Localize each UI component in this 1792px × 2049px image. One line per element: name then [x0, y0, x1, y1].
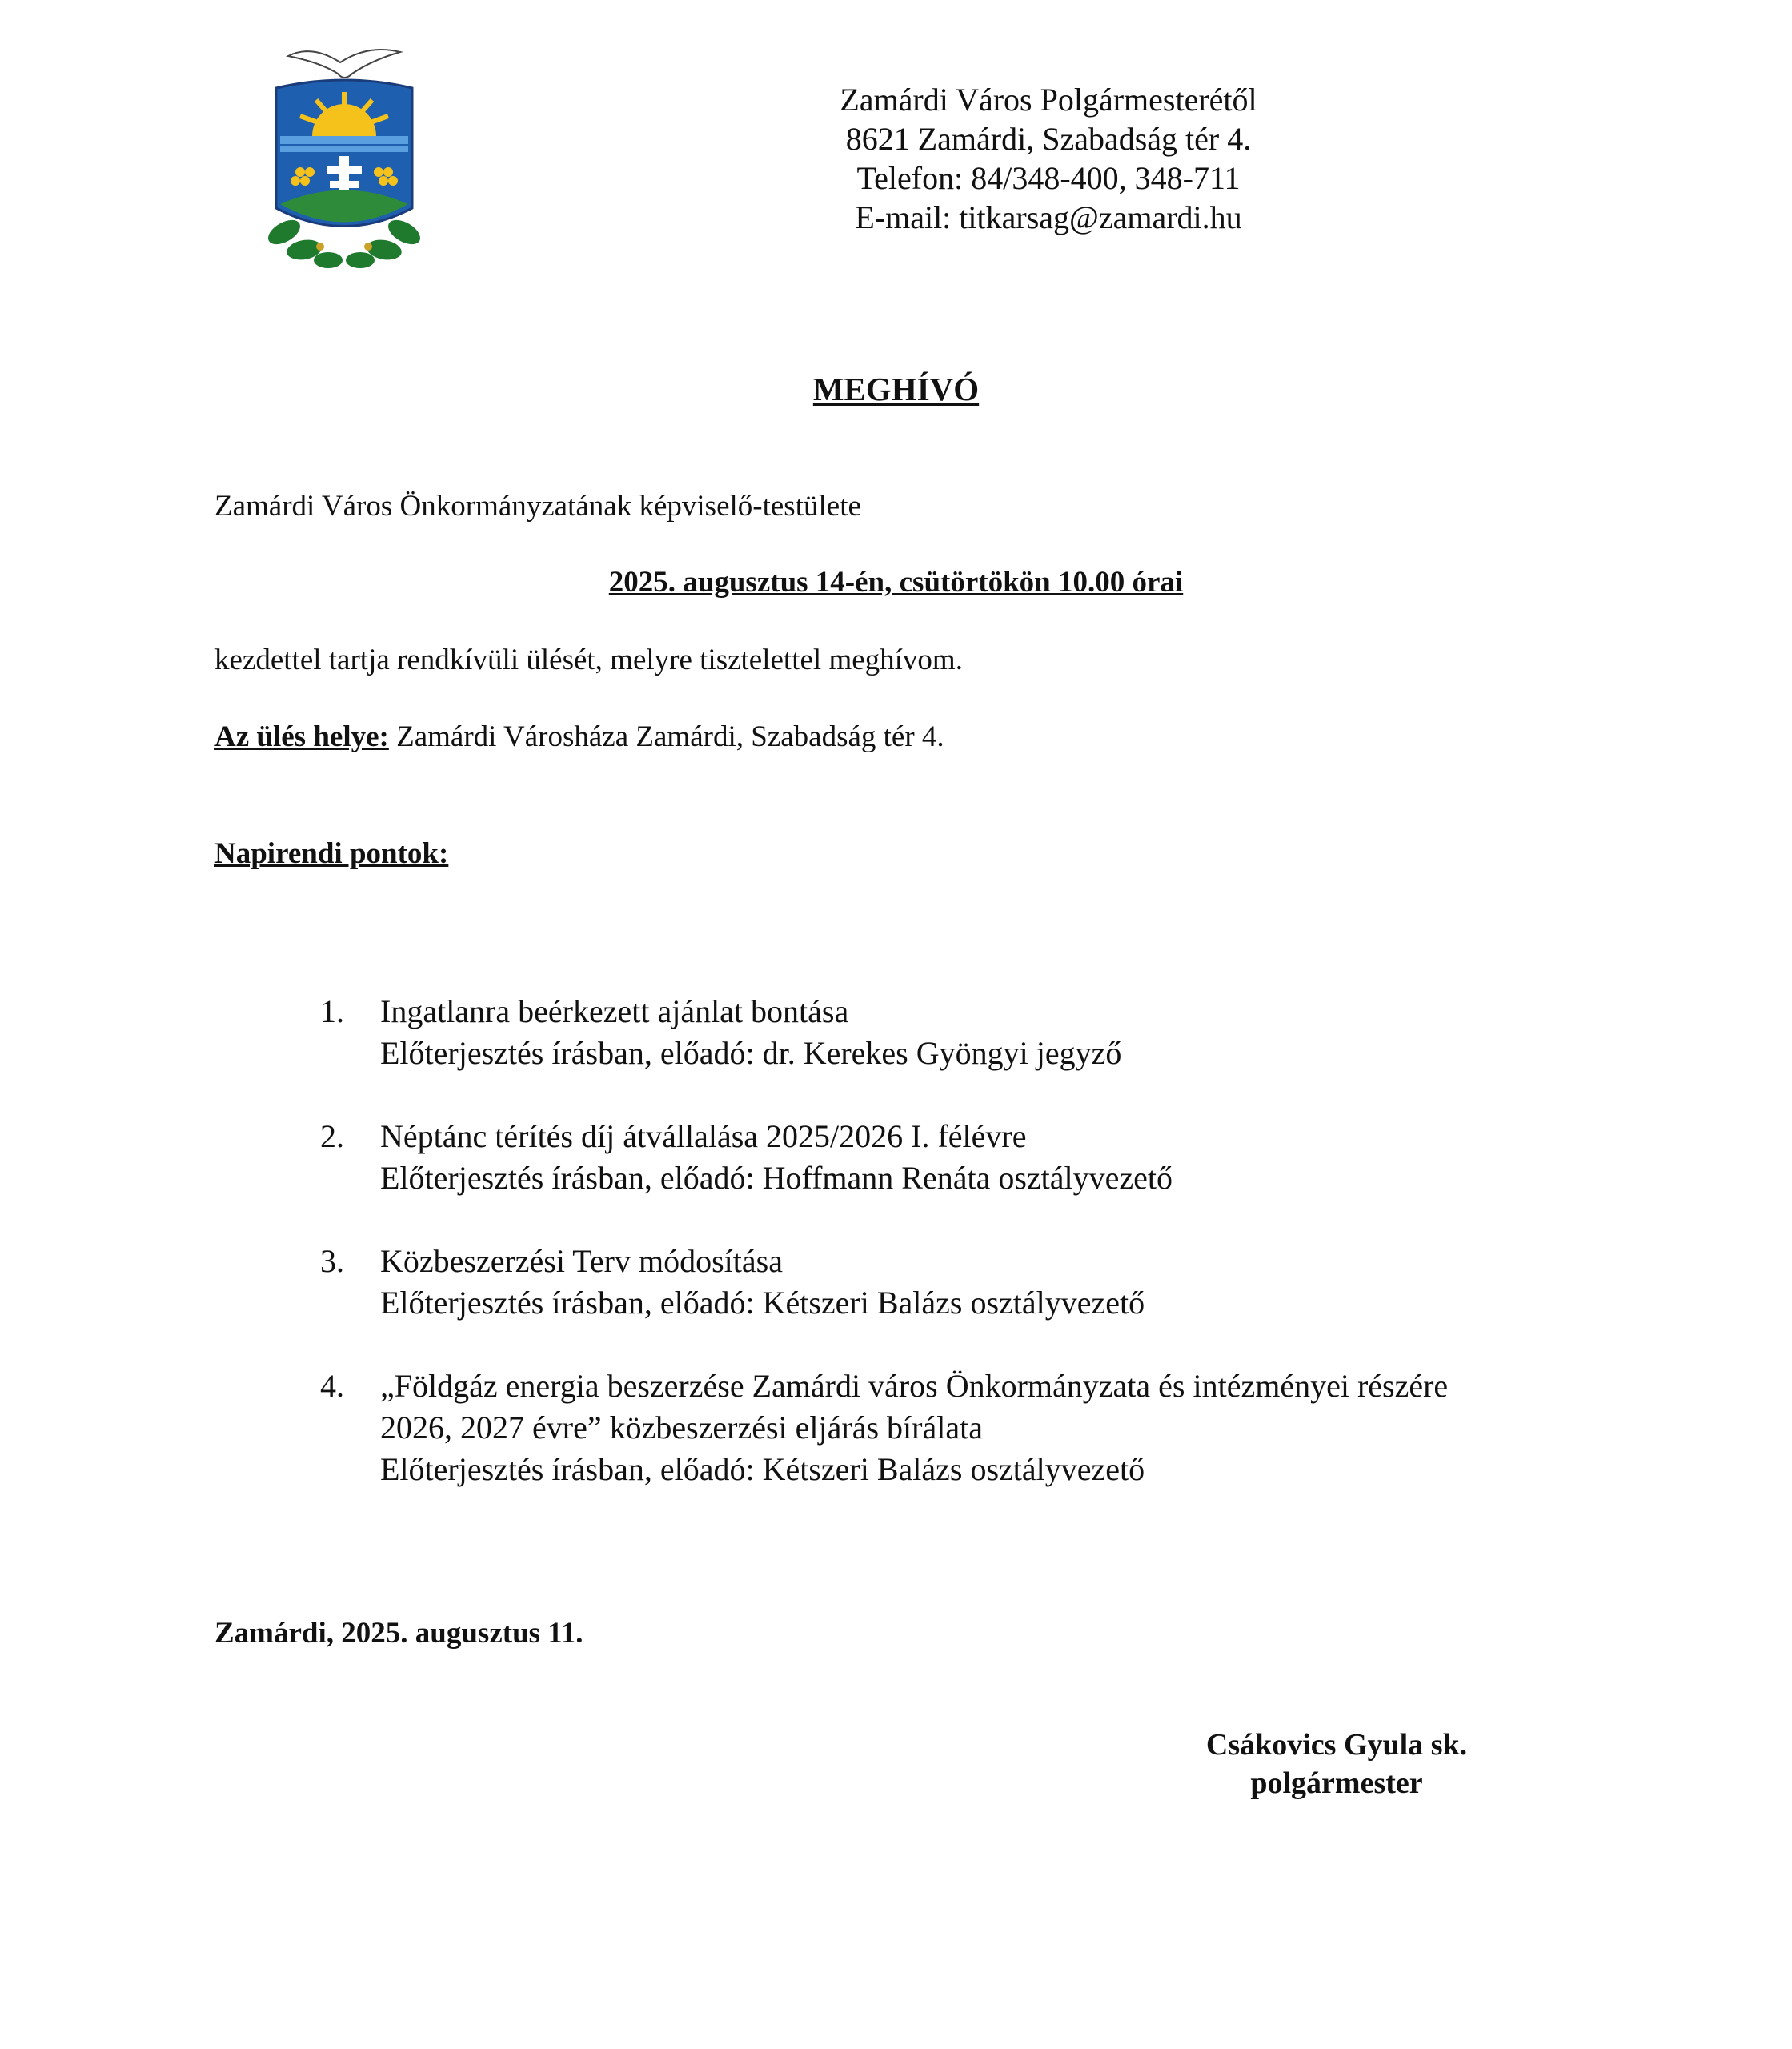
agenda-item: [320, 1241, 1633, 1324]
agenda-item-presenter: Előterjesztés írásban, előadó: dr. Kerekes Gyöngyi jegyző: [380, 1035, 1122, 1071]
agenda-item-title-cont: 2026, 2027 évre” közbeszerzési eljárás bírálata: [380, 1409, 983, 1446]
agenda-item-number: 3.: [320, 1243, 344, 1279]
agenda-item-presenter: Előterjesztés írásban, előadó: Kétszeri Balázs osztályvezető: [380, 1285, 1145, 1321]
place-date: Zamárdi, 2025. augusztus 11.: [214, 1617, 583, 1650]
agenda-item: [320, 1116, 1633, 1199]
intro-text: Zamárdi Város Önkormányzatának képviselő-testülete: [214, 490, 861, 523]
agenda-item-title: Közbeszerzési Terv módosítása: [380, 1243, 783, 1279]
coat-of-arms-logo: [264, 40, 424, 280]
agenda-item-presenter: Előterjesztés írásban, előadó: Hoffmann Renáta osztályvezető: [380, 1160, 1173, 1196]
document-title: MEGHÍVÓ: [812, 371, 980, 407]
signatory-name: Csákovics Gyula sk.: [1205, 1728, 1468, 1762]
agenda-item-title: Ingatlanra beérkezett ajánlat bontása: [380, 993, 849, 1029]
letterhead-phone: Telefon: 84/348-400, 348-711: [856, 160, 1241, 196]
meeting-datetime: 2025. augusztus 14-én, csütörtökön 10.00 órai: [608, 566, 1184, 599]
agenda-item-number: 4.: [320, 1368, 344, 1404]
letterhead-sender: Zamárdi Város Polgármesterétől: [840, 82, 1257, 118]
letterhead-address: 8621 Zamárdi, Szabadság tér 4.: [845, 121, 1252, 157]
signature-block: [1169, 1726, 1505, 1802]
agenda-list: [320, 991, 1633, 1532]
agenda-item-presenter: Előterjesztés írásban, előadó: Kétszeri Balázs osztályvezető: [380, 1451, 1145, 1487]
letterhead-email: E-mail: titkarsag@zamardi.hu: [855, 199, 1242, 235]
agenda-item-number: 1.: [320, 993, 344, 1029]
agenda-item-number: 2.: [320, 1118, 344, 1154]
letterhead: [720, 80, 1377, 237]
signatory-role: polgármester: [1250, 1766, 1423, 1800]
agenda-heading: Napirendi pontok:: [214, 837, 449, 870]
agenda-item-title: „Földgáz energia beszerzése Zamárdi város Önkormányzata és intézményei részére: [380, 1368, 1449, 1404]
meeting-location: [214, 719, 944, 755]
seagull-icon: [288, 50, 400, 78]
agenda-item: [320, 991, 1633, 1074]
location-value: Zamárdi Városháza Zamárdi, Szabadság tér 4.: [388, 720, 944, 753]
invitation-text: kezdettel tartja rendkívüli ülését, melyre tisztelettel meghívom.: [214, 644, 963, 676]
agenda-item: [320, 1365, 1633, 1490]
agenda-item-title: Néptánc térítés díj átvállalása 2025/2026 I. félévre: [380, 1118, 1027, 1154]
location-label: Az ülés helye:: [214, 720, 389, 753]
